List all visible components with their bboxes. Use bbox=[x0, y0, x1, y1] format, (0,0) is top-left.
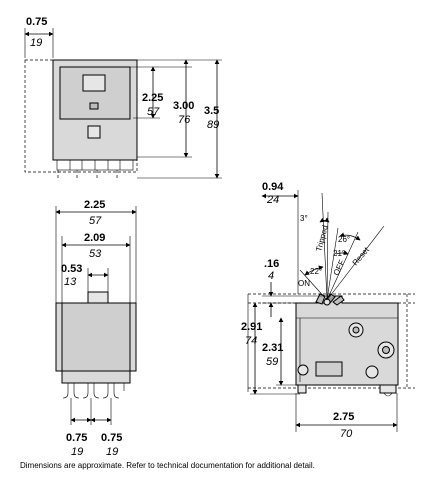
bottom-overall-mm: 57 bbox=[89, 215, 102, 227]
reset-label: Reset bbox=[350, 245, 371, 268]
side-top-in: .16 bbox=[264, 258, 280, 270]
side-height-total-in: 2.91 bbox=[241, 321, 263, 333]
on-label: ON bbox=[298, 279, 310, 288]
bottom-terminal-block bbox=[62, 371, 130, 383]
off-label: OFF bbox=[331, 258, 347, 277]
angle-3-label: 3° bbox=[300, 214, 308, 223]
side-handle-in: 0.94 bbox=[262, 181, 284, 193]
side-clip bbox=[316, 362, 342, 376]
side-body bbox=[296, 296, 398, 385]
dimensions-note: Dimensions are approximate. Refer to technical documentation for additional detail. bbox=[20, 461, 315, 470]
bottom-pitch-right-in: 0.75 bbox=[101, 432, 123, 444]
bottom-view bbox=[56, 199, 136, 458]
bottom-center-in: 0.53 bbox=[61, 263, 83, 275]
bottom-handle bbox=[88, 292, 108, 303]
front-indicator bbox=[90, 103, 98, 109]
front-view bbox=[25, 16, 222, 178]
bottom-clips bbox=[63, 383, 124, 398]
front-dim-c-mm: 89 bbox=[207, 119, 220, 131]
bottom-pitch-left-in: 0.75 bbox=[66, 432, 88, 444]
front-dim-c-in: 3.5 bbox=[204, 105, 220, 117]
angle-21-label: 21° bbox=[333, 249, 346, 258]
side-depth-mm: 70 bbox=[340, 428, 353, 440]
angle-22-label: 22° bbox=[310, 267, 323, 276]
side-handle-mm: 24 bbox=[267, 194, 280, 206]
bottom-inner-in: 2.09 bbox=[84, 232, 106, 244]
side-height-total-mm: 74 bbox=[245, 335, 258, 347]
side-view bbox=[241, 181, 415, 440]
side-top-mm: 4 bbox=[268, 270, 275, 282]
bottom-body-inner bbox=[62, 303, 130, 371]
bottom-pitch-right-mm: 19 bbox=[106, 446, 119, 458]
front-dim-b-in: 3.00 bbox=[173, 100, 195, 112]
front-dim-a-in: 2.25 bbox=[142, 92, 164, 104]
front-handle bbox=[83, 75, 105, 91]
front-width-mm: 19 bbox=[30, 37, 43, 49]
front-dim-a-mm: 57 bbox=[147, 106, 160, 118]
side-foot-right bbox=[380, 385, 396, 393]
front-width-in: 0.75 bbox=[26, 16, 48, 28]
bottom-pitch-left-mm: 19 bbox=[71, 446, 84, 458]
bottom-inner-mm: 53 bbox=[89, 248, 102, 260]
front-dim-b-mm: 76 bbox=[178, 114, 191, 126]
handle-angle-rays bbox=[300, 193, 384, 300]
side-depth-in: 2.75 bbox=[333, 411, 355, 423]
angle-26-label: 26° bbox=[338, 235, 351, 244]
bottom-overall-in: 2.25 bbox=[84, 199, 106, 211]
side-height-body-in: 2.31 bbox=[262, 342, 284, 354]
front-trip-button bbox=[88, 126, 100, 138]
bottom-center-mm: 13 bbox=[64, 276, 77, 288]
tripped-label: Tripped bbox=[314, 224, 330, 253]
side-foot-left bbox=[298, 385, 306, 393]
side-height-body-mm: 59 bbox=[266, 356, 279, 368]
